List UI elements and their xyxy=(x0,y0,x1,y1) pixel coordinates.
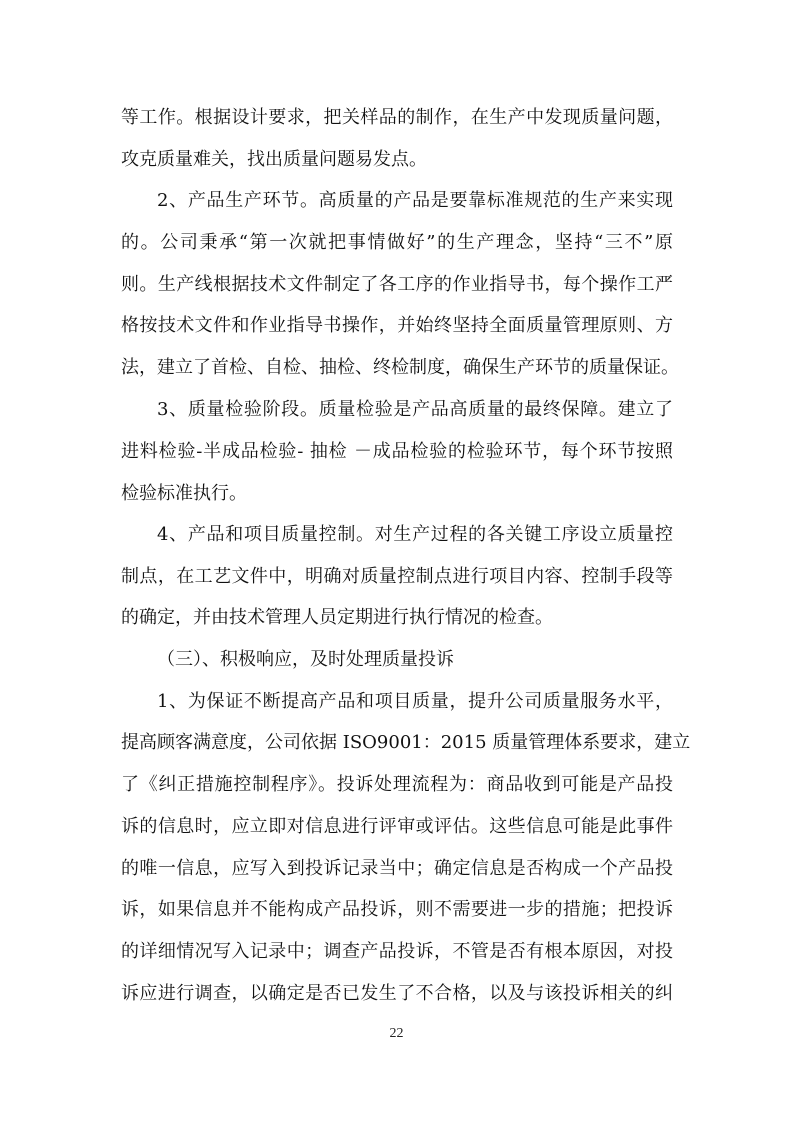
body-line: 检验标准执行。 xyxy=(121,483,247,504)
body-line: 的详细情况写入记录中；调查产品投诉，不管是否有根本原因，对投 xyxy=(121,941,673,962)
body-line: 提高顾客满意度，公司依据 ISO9001：2015 质量管理体系要求，建立 xyxy=(121,732,691,753)
body-line: 的确定，并由技术管理人员定期进行执行情况的检查。 xyxy=(121,607,553,628)
body-line: 诉应进行调查，以确定是否已发生了不合格，以及与该投诉相关的纠 xyxy=(121,983,673,1004)
body-line: 进料检验-半成品检验- 抽检 －成品检验的检验环节，每个环节按照 xyxy=(121,441,673,462)
body-line: 了《纠正措施控制程序》。投诉处理流程为：商品收到可能是产品投 xyxy=(121,774,673,795)
body-line: 的。公司秉承“第一次就把事情做好”的生产理念，坚持“三不”原 xyxy=(121,232,673,253)
body-line: 法，建立了首检、自检、抽检、终检制度，确保生产环节的质量保证。 xyxy=(121,357,679,378)
body-line: 攻克质量难关，找出质量问题易发点。 xyxy=(121,149,427,170)
body-line: 1、为保证不断提高产品和项目质量，提升公司质量服务水平， xyxy=(157,691,673,712)
body-line: 格按技术文件和作业指导书操作，并始终坚持全面质量管理原则、方 xyxy=(121,315,673,336)
body-line: 诉的信息时，应立即对信息进行评审或评估。这些信息可能是此事件 xyxy=(121,816,673,837)
section-heading: （三）、积极响应，及时处理质量投诉 xyxy=(157,649,454,670)
body-line: 4、产品和项目质量控制。对生产过程的各关键工序设立质量控 xyxy=(157,524,673,545)
body-line: 2、产品生产环节。高质量的产品是要靠标准规范的生产来实现 xyxy=(157,190,673,211)
body-line: 则。生产线根据技术文件制定了各工序的作业指导书，每个操作工严 xyxy=(121,274,673,295)
body-line: 3、质量检验阶段。质量检验是产品高质量的最终保障。建立了 xyxy=(157,399,673,420)
page-number: 22 xyxy=(389,1026,404,1041)
body-line: 诉，如果信息并不能构成产品投诉，则不需要进一步的措施；把投诉 xyxy=(121,899,673,920)
body-line: 等工作。根据设计要求，把关样品的制作，在生产中发现质量问题， xyxy=(121,107,673,128)
body-line: 的唯一信息，应写入到投诉记录当中；确定信息是否构成一个产品投 xyxy=(121,858,673,879)
body-line: 制点，在工艺文件中，明确对质量控制点进行项目内容、控制手段等 xyxy=(121,566,673,587)
